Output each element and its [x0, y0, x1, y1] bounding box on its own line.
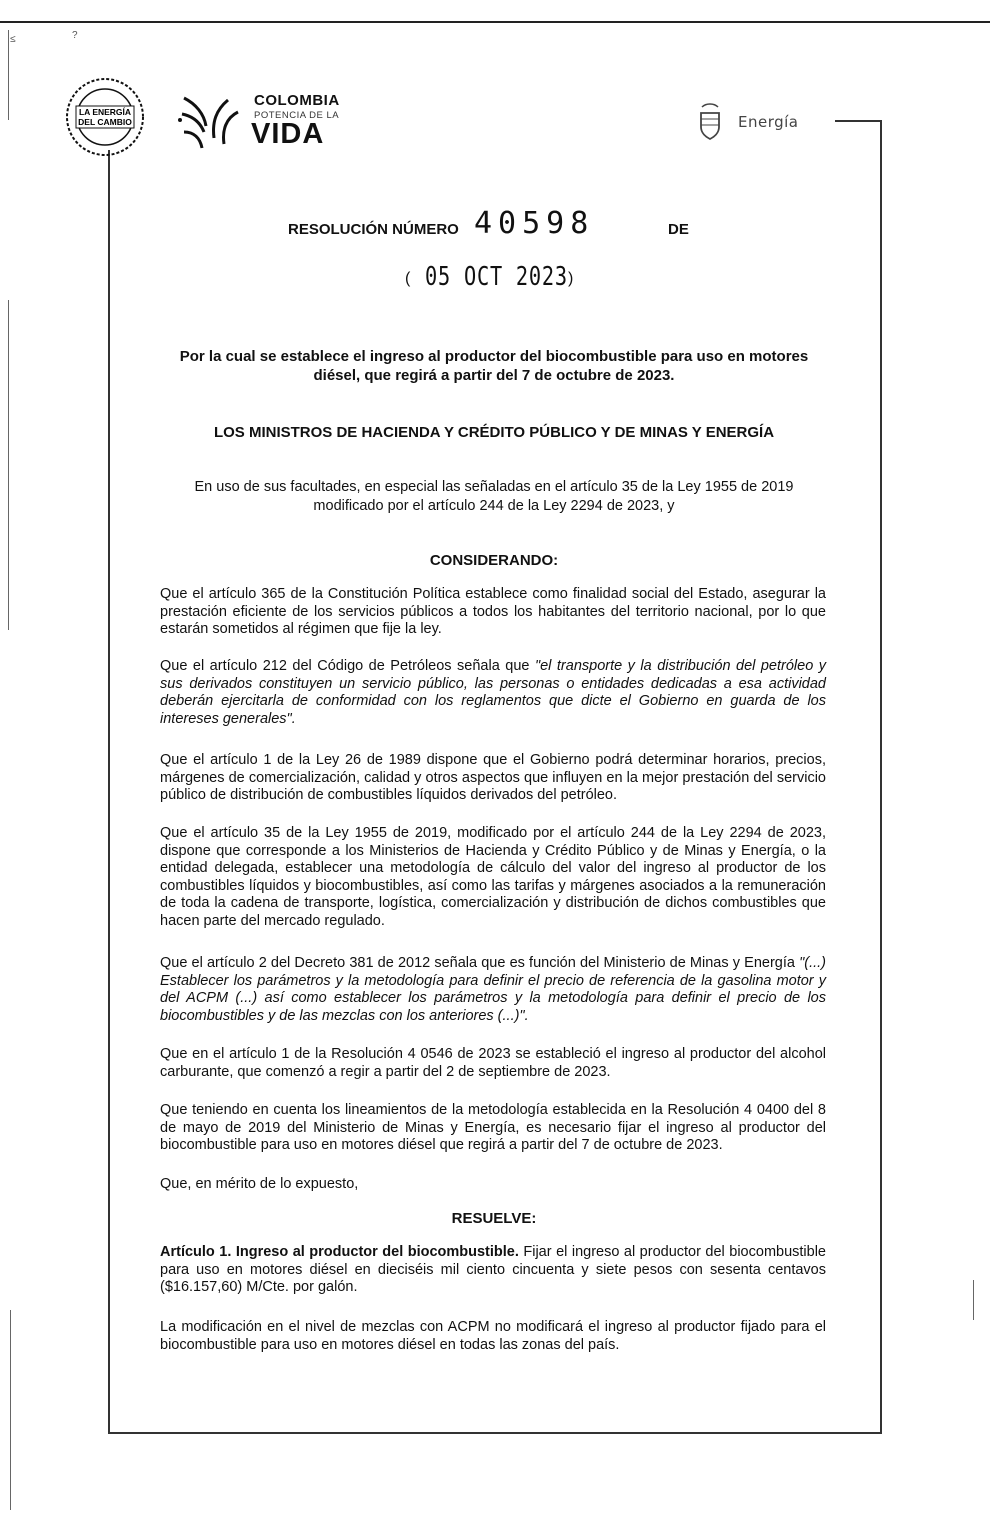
- article-1-paragraph-2: La modificación en el nivel de mezclas con ACPM no modificará el ingreso al productor fijado para el biocombustible para uso en motores diésel en todas las zonas del país.: [160, 1319, 826, 1353]
- consideration-quote: "(...) Establecer los parámetros y la metodología para definir el precio de referencia de la gasolina motor y del ACPM (...) así como establecer los parámetros y la metodología para definir el precio de los biocombustibles y de las mezclas con los anteriores (...)".: [160, 955, 826, 1024]
- article-1-title: Artículo 1. Ingreso al productor del biocombustible.: [160, 1244, 519, 1260]
- resuelve-heading: RESUELVE:: [451, 1210, 537, 1227]
- brand-name-text: VIDA: [251, 118, 325, 150]
- consideration-paragraph: Que el artículo 365 de la Constitución Política establece como finalidad social del Estado, asegurar la prestación eficiente de los servicios públicos a todos los habitantes del territorio nacional, por lo que estarán sometidos al régimen que fije la ley.: [160, 586, 826, 637]
- energia-del-cambio-seal-icon: [64, 76, 146, 158]
- consideration-paragraph: Que el artículo 35 de la Ley 1955 de 2019, modificado por el artículo 244 de la Ley 2294 de 2023, dispone que corresponde a los Ministerios de Hacienda y Crédito Público y de Minas y Energía, o la entidad delegada, establecer una metodología de cálculo del valor del ingreso al productor de los combustibles líquidos y biocombustibles, así como las tarifas y márgenes asociados a la remuneración de toda la cadena de transporte, logística, comercialización y distribución de dichos combustibles que hacen parte del mercado regulado.: [160, 825, 826, 929]
- consideration-paragraph: Que el artículo 1 de la Ley 26 de 1989 dispone que el Gobierno podrá determinar horarios, precios, márgenes de comercialización, calidad y otros aspectos que influyen en la mejor prestación del servicio público de distribución de combustibles líquidos derivados del petróleo.: [160, 752, 826, 803]
- scan-artifact-line: [973, 1280, 974, 1320]
- issuing-ministers: LOS MINISTROS DE HACIENDA Y CRÉDITO PÚBLICO Y DE MINAS Y ENERGÍA: [213, 424, 775, 441]
- scan-artifact-line: [10, 1310, 11, 1510]
- page-border-left: [108, 150, 110, 1434]
- date-close-paren: ): [568, 270, 574, 287]
- consideration-paragraph: Que teniendo en cuenta los lineamientos de la metodología establecida en la Resolución 4 0400 del 8 de mayo de 2019 del Ministerio de Minas y Energía, es necesario fijar el ingreso al productor del biocombustible para uso en motores diésel que regirá a partir del 7 de octubre de 2023.: [160, 1102, 826, 1153]
- consideration-quote: "el transporte y la distribución del petróleo y sus derivados constituyen un servicio público, las personas o entidades dedicadas a esa actividad deberán ejercitarla de conformidad con los reglamentos que dicte el Gobierno en guarda de los intereses generales".: [160, 658, 827, 727]
- resolution-de-label: DE: [668, 221, 689, 238]
- consideration-text: Que el artículo 212 del Código de Petróleos señala que: [160, 658, 535, 674]
- scan-mark-text: ?: [72, 30, 78, 41]
- considerando-heading: CONSIDERANDO:: [429, 552, 559, 569]
- resolution-number: 40598: [474, 206, 595, 241]
- ministry-name-text: Energía: [738, 113, 799, 131]
- article-1-text: Fijar el ingreso al productor del biocombustible para uso en motores diésel en dieciséis mil ciento cincuenta y siete pesos con sesenta centavos ($16.157,60) M/Cte. por galón.: [160, 1244, 826, 1295]
- consideration-paragraph: [160, 955, 826, 1025]
- scan-mark-text: ≤: [10, 34, 16, 45]
- consideration-paragraph: [160, 658, 826, 728]
- resolution-subject: Por la cual se establece el ingreso al productor del biocombustible para uso en motores diésel, que regirá a partir del 7 de octubre de 2023.: [179, 348, 809, 384]
- page-border-bottom: [108, 1432, 882, 1434]
- consideration-paragraph: Que en el artículo 1 de la Resolución 4 0546 de 2023 se estableció el ingreso al productor del alcohol carburante, que comenzó a regir a partir del 2 de septiembre de 2023.: [160, 1046, 826, 1080]
- page-border-right: [880, 120, 882, 1433]
- page-border-right-top: [835, 120, 881, 122]
- svg-text:DEL CAMBIO: DEL CAMBIO: [78, 117, 132, 127]
- resolution-label: RESOLUCIÓN NÚMERO: [288, 221, 459, 238]
- consideration-text: Que el artículo 2 del Decreto 381 de 2012 señala que es función del Ministerio de Minas y Energía: [160, 955, 800, 971]
- date-open-paren: (: [405, 270, 411, 287]
- colombia-flower-logo-icon: [176, 92, 246, 156]
- resolution-date: 05 OCT 2023: [425, 262, 568, 292]
- legal-faculties: En uso de sus facultades, en especial las señaladas en el artículo 35 de la Ley 1955 de 2019 modificado por el artículo 244 de la Ley 2294 de 2023, y: [194, 479, 794, 514]
- svg-text:LA ENERGÍA: LA ENERGÍA: [78, 107, 132, 117]
- scan-artifact-line: [8, 30, 9, 120]
- article-1-paragraph: [160, 1244, 826, 1297]
- consideration-paragraph: Que, en mérito de lo expuesto,: [160, 1176, 359, 1192]
- page-border-top: [0, 21, 990, 23]
- scan-artifact-line: [8, 300, 9, 630]
- brand-tagline-text: POTENCIA DE LA: [254, 110, 340, 121]
- brand-country-text: COLOMBIA: [254, 92, 340, 109]
- coat-of-arms-icon: [696, 103, 724, 141]
